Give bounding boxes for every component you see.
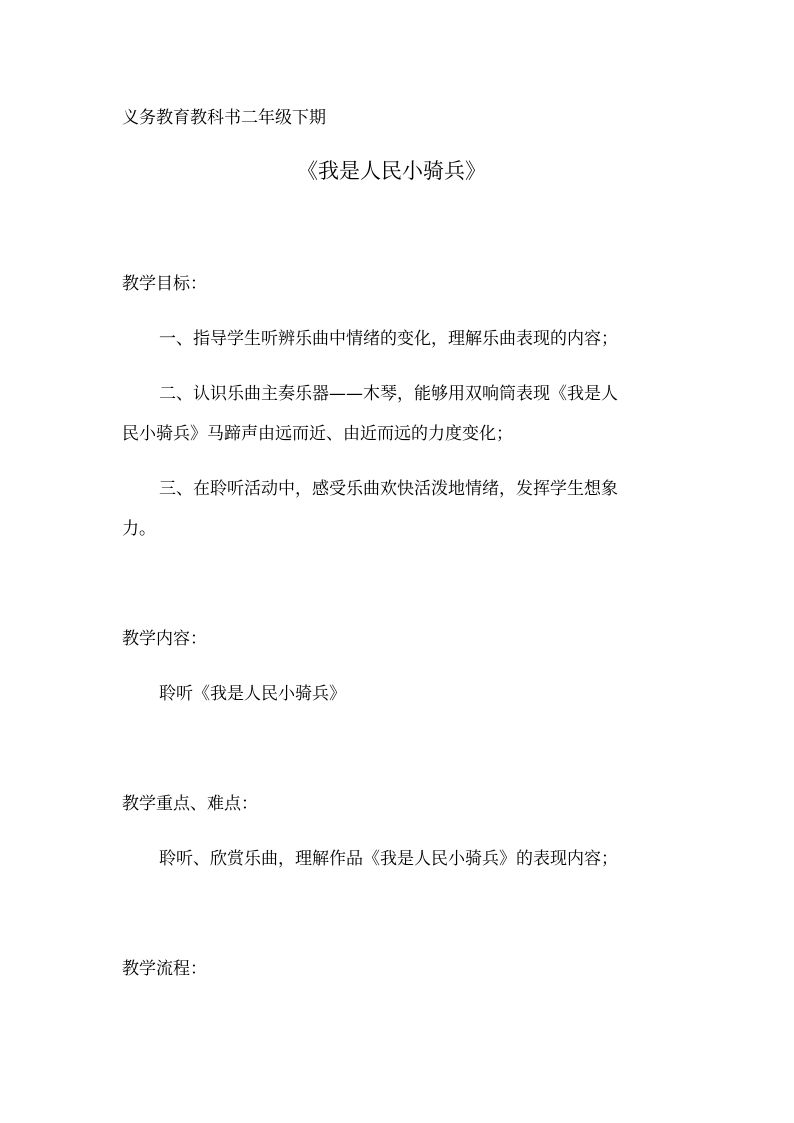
objective-item-1: 一、指导学生听辨乐曲中情绪的变化，理解乐曲表现的内容； — [159, 329, 618, 349]
content-text: 聆听《我是人民小骑兵》 — [159, 684, 346, 704]
document-title: 《我是人民小骑兵》 — [297, 159, 486, 183]
process-heading: 教学流程： — [122, 959, 207, 979]
key-points-heading: 教学重点、难点： — [122, 794, 258, 814]
objective-item-2: 二、认识乐曲主奏乐器——木琴，能够用双响筒表现《我是人 — [159, 384, 618, 404]
document-subtitle: 义务教育教科书二年级下期 — [122, 108, 326, 128]
objectives-heading: 教学目标： — [122, 274, 207, 294]
key-points-text: 聆听、欣赏乐曲，理解作品《我是人民小骑兵》的表现内容； — [159, 849, 618, 869]
content-heading: 教学内容： — [122, 629, 207, 649]
objective-item-2-continued: 民小骑兵》马蹄声由远而近、由近而远的力度变化； — [122, 424, 513, 444]
objective-item-3: 三、在聆听活动中，感受乐曲欢快活泼地情绪，发挥学生想象 — [159, 479, 618, 499]
objective-item-3-continued: 力。 — [122, 519, 156, 539]
